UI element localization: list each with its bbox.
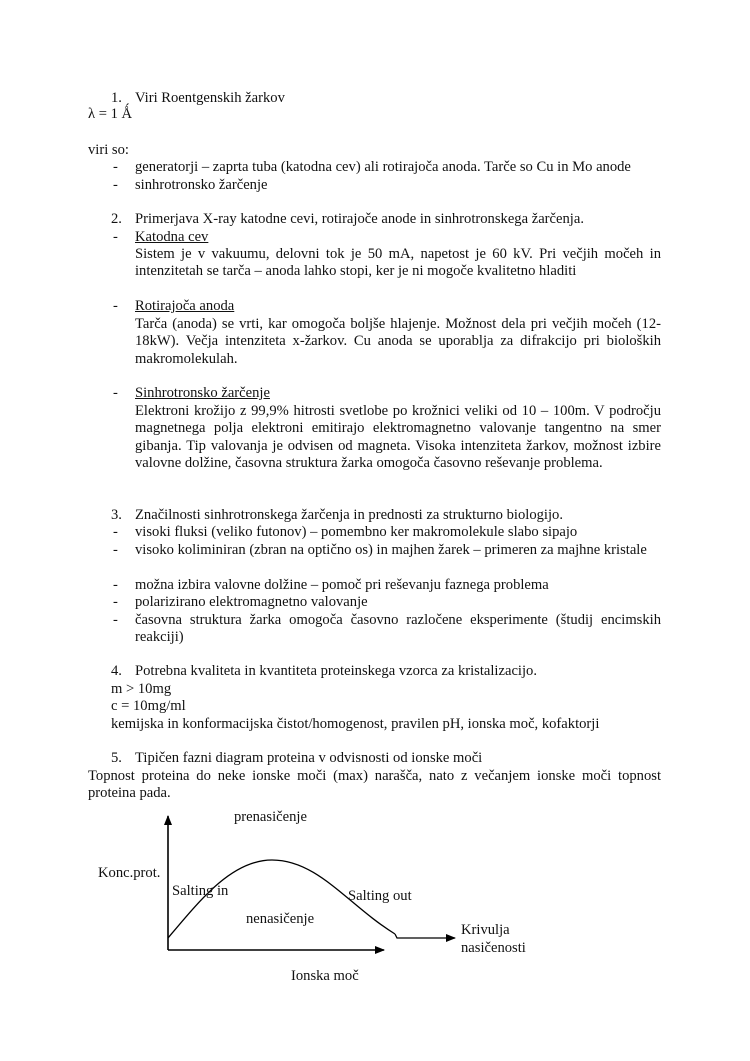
mass-requirement: m > 10mg <box>111 681 172 697</box>
list-item: visoki fluksi (veliko futonov) – pomembno ker makromolekule slabo sipajo <box>135 524 578 540</box>
region-label-supersaturation: prenasičenje <box>234 809 307 825</box>
bullet-dash: - <box>113 298 118 314</box>
saturation-curve-tail <box>395 934 455 938</box>
region-label-unsaturated: nenasičenje <box>246 911 315 927</box>
salting-out-label: Salting out <box>348 888 412 904</box>
bullet-dash: - <box>113 594 118 610</box>
list-item: časovna struktura žarka omogoča časovno razločene eksperimente (študij encimskih reakciji) <box>135 612 661 646</box>
concentration-requirement: c = 10mg/ml <box>111 698 186 714</box>
section5-number: 5. <box>111 750 122 766</box>
section5-text: Topnost proteina do neke ionske moči (max) narašča, nato z večanjem ionske moči topnost proteina pada. <box>88 768 661 802</box>
section1-title: Viri Roentgenskih žarkov <box>135 90 285 106</box>
sources-intro: viri so: <box>88 142 129 158</box>
subsection-text-katodna-cev: Sistem je v vakuumu, delovni tok je 50 mA, napetost je 60 kV. Pri večjih močeh in intenzitetah se tarča – anoda lahko stopi, ker je ni mogoče kvalitetno hladiti <box>135 246 661 280</box>
bullet-dash: - <box>113 612 118 628</box>
curve-label-line1: Krivulja <box>461 922 510 938</box>
subsection-heading-sinhrotronsko: Sinhrotronsko žarčenje <box>135 385 270 401</box>
bullet-dash: - <box>113 577 118 593</box>
bullet-dash: - <box>113 177 118 193</box>
section3-title: Značilnosti sinhrotronskega žarčenja in prednosti za strukturno biologijo. <box>135 507 563 523</box>
purity-requirement: kemijska in konformacijska čistot/homogenost, pravilen pH, ionska moč, kofaktorji <box>111 716 600 732</box>
bullet-dash: - <box>113 524 118 540</box>
lambda-value: λ = 1 Ǻ <box>88 106 133 122</box>
section3-number: 3. <box>111 507 122 523</box>
y-axis-label: Konc.prot. <box>98 865 161 881</box>
list-item: možna izbira valovne dolžine – pomoč pri reševanju faznega problema <box>135 577 549 593</box>
section2-title: Primerjava X-ray katodne cevi, rotirajoče anode in sinhrotronskega žarčenja. <box>135 211 584 227</box>
list-item: visoko koliminiran (zbran na optično os) in majhen žarek – primeren za majhne kristale <box>135 542 647 558</box>
bullet-dash: - <box>113 542 118 558</box>
subsection-heading-katodna-cev: Katodna cev <box>135 229 209 245</box>
section2-number: 2. <box>111 211 122 227</box>
bullet-dash: - <box>113 159 118 175</box>
subsection-text-sinhrotronsko: Elektroni krožijo z 99,9% hitrosti svetlobe po krožnici veliki od 10 – 100m. V področju magnetnega polja elektroni emitirajo elektromagnetno valovanje tangentno na smer gibanja. Tip valovanja je odvisen od magneta. Visoka intenziteta žarkov, možnost izbire valovne dolžine, časovna struktura žarka omogoča časovno reševanje problema. <box>135 403 661 472</box>
bullet-dash: - <box>113 229 118 245</box>
section4-number: 4. <box>111 663 122 679</box>
subsection-text-rotirajoca-anoda: Tarča (anoda) se vrti, kar omogoča boljše hlajenje. Možnost dela pri večjih močeh (12-18kW). Večja intenziteta x-žarkov. Cu anoda se uporablja za difrakcijo pri bioloških makromolekulah. <box>135 316 661 367</box>
salting-in-label: Salting in <box>172 883 229 899</box>
section4-title: Potrebna kvaliteta in kvantiteta proteinskega vzorca za kristalizacijo. <box>135 663 537 679</box>
section5-title: Tipičen fazni diagram proteina v odvisnosti od ionske moči <box>135 750 483 766</box>
subsection-heading-rotirajoca-anoda: Rotirajoča anoda <box>135 298 235 314</box>
list-item: generatorji – zaprta tuba (katodna cev) ali rotirajoča anoda. Tarče so Cu in Mo anode <box>135 159 631 175</box>
list-item: sinhrotronsko žarčenje <box>135 177 268 193</box>
curve-label-line2: nasičenosti <box>461 940 526 956</box>
bullet-dash: - <box>113 385 118 401</box>
x-axis-label: Ionska moč <box>291 968 359 984</box>
list-item: polarizirano elektromagnetno valovanje <box>135 594 368 610</box>
section1-number: 1. <box>111 90 122 106</box>
